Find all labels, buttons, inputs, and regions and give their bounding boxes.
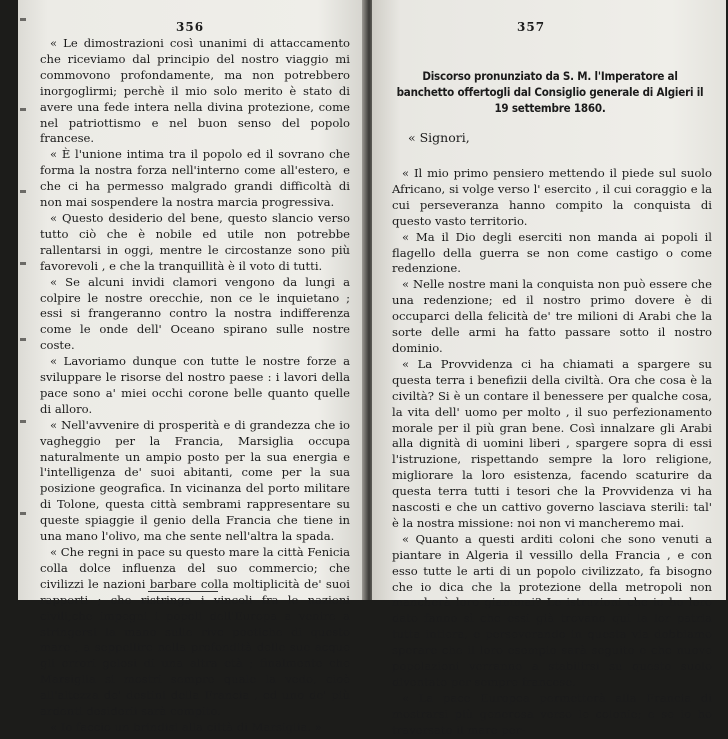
speech-heading: Discorso pronunziato da S. M. l'Imperatore al banchetto offertogli dal Consiglio generale di Algieri il 19 settembre 1860. <box>396 69 704 115</box>
paragraph: « Io faccio un brindisi alla città di Marsiglia. » <box>50 719 322 734</box>
page-number: 357 <box>517 20 546 34</box>
paragraph: « Nell'avvenire di prosperità e di grandezza che io vagheggio per la Francia, Marsiglia occupa naturalmente un ampio posto per la sua energia e l'intelligenza de' suoi abitanti, come per la sua posizione geografica. In vicinanza del porto militare di Tolone, questa città sembrami rappresentare su queste spiaggie il genio della Francia che tiene in una mano l'olivo, ma che sente nell'altra la spada. <box>40 417 350 544</box>
page-edge <box>20 0 30 600</box>
left-page <box>18 0 366 734</box>
salutation: « Signori, <box>408 130 470 145</box>
paragraph: « Ma il Dio degli eserciti non manda ai popoli il flagello della guerra se non come castigo o come redenzione. <box>392 229 712 276</box>
paragraph: « Le dimostrazioni così unanimi di attaccamento che riceviamo dal principio del nostro viaggio mi commovono profondamente, ma non potrebbero inorgoglirmi; perchè il mio solo merito è stato di avere una fede intera nella divina protezione, come nel patriottismo e nel buon senso del popolo francese. <box>40 36 350 146</box>
paragraph: « La Provvidenza ci ha chiamati a spargere su questa terra i benefizii della civiltà. Ora che cosa è la civiltà? Si è un contare il benessere per qualche cosa, la vita dell' uomo per molto , il suo perfezionamento morale per il più gran bene. Così innalzare gli Arabi alla dignità di uomini liberi , spargere sopra di essi l'istruzione, rispettando sempre la loro religione, migliorare la loro esistenza, facendo scaturire da questa terra tutti i tesori che la Provvidenza vi ha nascosti e che un cattivo governo lasciava sterili: tal' è la nostra missione: noi non vi mancheremo mai. <box>392 356 712 530</box>
right-page <box>372 0 726 737</box>
paragraph: « La pace Europea permetterà alla Francia di mostrarsi più generosa verso le colonie; e se io ho traversato il mare per- <box>392 690 712 737</box>
paragraph: « Lavoriamo dunque con tutte le nostre forze a sviluppare le risorse del nostro paese : i lavori della pace sono a' miei occhi corone belle quanto quelle di alloro. <box>40 354 350 416</box>
paragraph: « È l'unione intima tra il popolo ed il sovrano che forma la nostra forza nell'interno come all'estero, e che ci ha permesso malgrado grandi difficoltà di non mai sospendere la nostra marcia progressiva. <box>40 147 350 210</box>
paragraph: « Se alcuni invidi clamori vengono da lungi a colpire le nostre orecchie, non ce le inquietano ; essi si frangeranno contro la nostra indifferenza come le onde dell' Oceano spirano sulle nostre coste. <box>40 274 350 353</box>
page-end-rule <box>148 591 218 592</box>
paragraph: « Nelle nostre mani la conquista non può essere che una redenzione; ed il nostro primo dovere è di occuparci della felicità de' tre milioni di Arabi che la sorte delle armi ha fatto passare sotto il nostro dominio. <box>392 277 712 355</box>
paragraph: « Questo desiderio del bene, questo slancio verso tutto ciò che è nobile ed utile non potrebbe rallentarsi in oggi, mentre le circostanze sono più favorevoli , e che la tranquillità è il voto di tutti. <box>40 210 350 273</box>
paragraph: « Quanto a questi arditi coloni che sono venuti a piantare in Algeria il vessillo della Francia , e con esso tutte le arti di un popolo civilizzato, fa bisogno che io dica che la protezione della metropoli non mancherà loro giammai? Le istruzioni che io ho loro dato fanno sì che essi già trovano qui la lor patria tutta intiera, e perseverando in questa via dobbiamo sperare che il loro esempio sarà seguito e che nuove popolazioni verranno a stabilirsi su questo suolo diventato per sempre francese. <box>392 531 712 689</box>
paragraph: « Che regni in pace su questo mare la città Fenicia colla dolce influenza del suo commercio; che civilizzi le nazioni barbare colla moltiplicità de' suoi rapporti ; che ristringa i vincoli fra le nazioni civili;che impegni i popoli dell'Europa a venire a stringersi la mano sulle rive poetiche di questo mare , a seppellire nella profondità delle sue acque gli errori gelosi di una altra età ; finalmente che Marsiglia si mostri sempre quale la vedo, cioè all'altezza de' destini della Francia , ed uno de' più ardenti desiderii sarà compito. <box>40 545 350 719</box>
page-number: 356 <box>176 20 205 34</box>
left-page-body <box>40 36 350 736</box>
paragraph: « Il mio primo pensiero mettendo il piede sul suolo Africano, si volge verso l' esercito , il cui coraggio e la cui perseveranza hanno compito la conquista di questo vasto territorio. <box>392 166 712 228</box>
right-page-body <box>392 166 712 739</box>
